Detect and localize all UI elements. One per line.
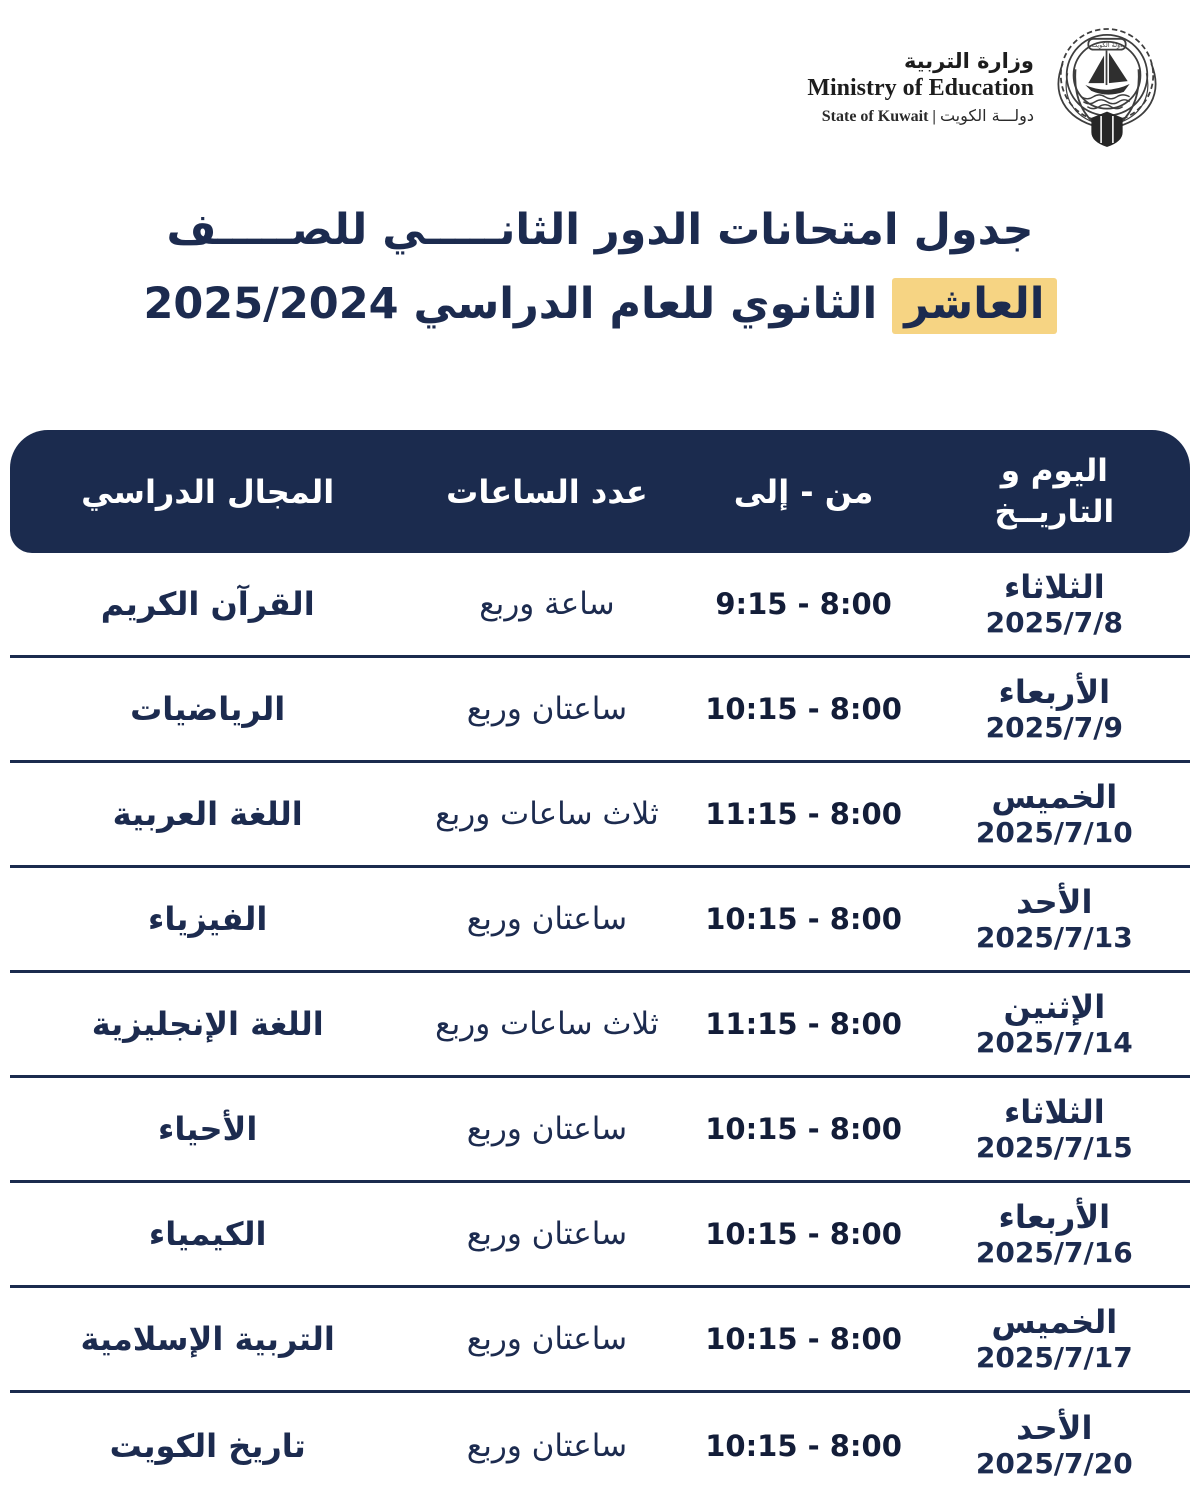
exam-duration: ساعتان وربع: [466, 901, 628, 937]
header-subject: المجال الدراسي: [81, 472, 335, 511]
table-row: [10, 553, 1190, 658]
exam-date: 2025/7/9: [985, 710, 1123, 744]
exam-date: 2025/7/20: [975, 1447, 1133, 1481]
exam-time-range: 10:15 - 8:00: [705, 1112, 902, 1146]
day-name: الثلاثاء: [1003, 1092, 1105, 1131]
day-name: الإثنين: [1003, 987, 1106, 1026]
header-day-line2: التاريــخ: [994, 493, 1115, 530]
exam-date: 2025/7/17: [975, 1340, 1133, 1374]
day-date-cell: [919, 1304, 1190, 1374]
exam-duration: ثلاث ساعات وربع: [435, 796, 659, 832]
table-body: [10, 553, 1190, 1498]
brand-text: [807, 49, 1034, 126]
exam-time-range: 10:15 - 8:00: [705, 1322, 902, 1356]
exam-duration: ساعتان وربع: [466, 1111, 628, 1147]
day-date-cell: [919, 1094, 1190, 1164]
exam-duration: ساعتان وربع: [466, 1321, 628, 1357]
exam-date: 2025/7/8: [985, 605, 1123, 639]
exam-duration: ساعتان وربع: [466, 1427, 628, 1464]
page-title: [0, 194, 1200, 342]
table-row: [10, 1078, 1190, 1183]
exam-date: 2025/7/10: [975, 815, 1133, 849]
table-row: [10, 868, 1190, 973]
exam-subject: تاريخ الكويت: [109, 1426, 306, 1465]
header-day-line1: اليوم و: [1000, 453, 1108, 490]
exam-time-range: 9:15 - 8:00: [715, 587, 892, 621]
exam-subject: القرآن الكريم: [100, 585, 315, 623]
grade-highlight: العاشر: [892, 278, 1056, 334]
table-row: [10, 973, 1190, 1078]
header-from-to: من - إلى: [733, 472, 874, 511]
day-name: الخميس: [991, 1302, 1118, 1341]
exam-subject: الكيمياء: [148, 1215, 267, 1253]
state-divider: |: [932, 107, 936, 125]
exam-date: 2025/7/16: [975, 1235, 1133, 1269]
exam-subject: الأحياء: [158, 1110, 258, 1148]
exam-time-range: 11:15 - 8:00: [705, 797, 902, 831]
exam-subject: التربية الإسلامية: [80, 1320, 335, 1358]
day-name: الأربعاء: [998, 672, 1111, 711]
exam-time-range: 10:15 - 8:00: [705, 1428, 902, 1463]
day-date-cell: [919, 569, 1190, 639]
exam-date: 2025/7/15: [975, 1130, 1133, 1164]
exam-duration: ثلاث ساعات وربع: [435, 1006, 659, 1042]
state-english: State of Kuwait: [821, 107, 929, 125]
day-date-cell: [919, 1410, 1190, 1480]
exam-date: 2025/7/13: [975, 920, 1133, 954]
state-line: [807, 106, 1034, 126]
header-hours: عدد الساعات: [446, 472, 648, 511]
table-header-row: [10, 430, 1190, 553]
exam-schedule-table: [10, 430, 1190, 1498]
day-date-cell: [919, 884, 1190, 954]
table-row: [10, 763, 1190, 868]
day-date-cell: [919, 1199, 1190, 1269]
exam-time-range: 10:15 - 8:00: [705, 1217, 902, 1251]
ministry-name-arabic: وزارة التربية: [903, 48, 1034, 73]
exam-duration: ساعتان وربع: [466, 691, 628, 727]
brand-header: [807, 26, 1166, 148]
exam-time-range: 10:15 - 8:00: [705, 692, 902, 726]
day-date-cell: [919, 989, 1190, 1059]
exam-subject: اللغة الإنجليزية: [91, 1005, 324, 1043]
header-day-date: [919, 451, 1190, 532]
title-line-2-rest: الثانوي للعام الدراسي: [413, 278, 878, 329]
state-arabic: دولـــة الكويت: [939, 105, 1034, 125]
day-name: الثلاثاء: [1003, 567, 1105, 606]
academic-year: 2025/2024: [143, 278, 399, 329]
day-date-cell: [919, 674, 1190, 744]
day-name: الأحد: [1016, 1409, 1093, 1448]
title-line-1: جدول امتحانات الدور الثانـــــي للصـــــف: [166, 205, 1034, 255]
emblem-banner-text: دولة الكويت: [1091, 41, 1123, 50]
exam-date: 2025/7/14: [975, 1025, 1133, 1059]
table-row: [10, 1393, 1190, 1498]
exam-subject: اللغة العربية: [112, 795, 303, 833]
ministry-name-english: Ministry of Education: [807, 74, 1034, 101]
title-line-2: [0, 268, 1200, 342]
exam-time-range: 10:15 - 8:00: [705, 902, 902, 936]
table-row: [10, 1183, 1190, 1288]
table-row: [10, 658, 1190, 763]
exam-subject: الفيزياء: [147, 900, 268, 938]
exam-duration: ساعة وربع: [479, 586, 615, 622]
exam-subject: الرياضيات: [130, 690, 286, 728]
kuwait-coat-of-arms-icon: [1048, 26, 1166, 148]
table-row: [10, 1288, 1190, 1393]
day-date-cell: [919, 779, 1190, 849]
day-name: الخميس: [991, 777, 1118, 816]
day-name: الأربعاء: [998, 1197, 1111, 1236]
exam-time-range: 11:15 - 8:00: [705, 1007, 902, 1041]
day-name: الأحد: [1016, 882, 1093, 921]
exam-duration: ساعتان وربع: [466, 1216, 628, 1252]
